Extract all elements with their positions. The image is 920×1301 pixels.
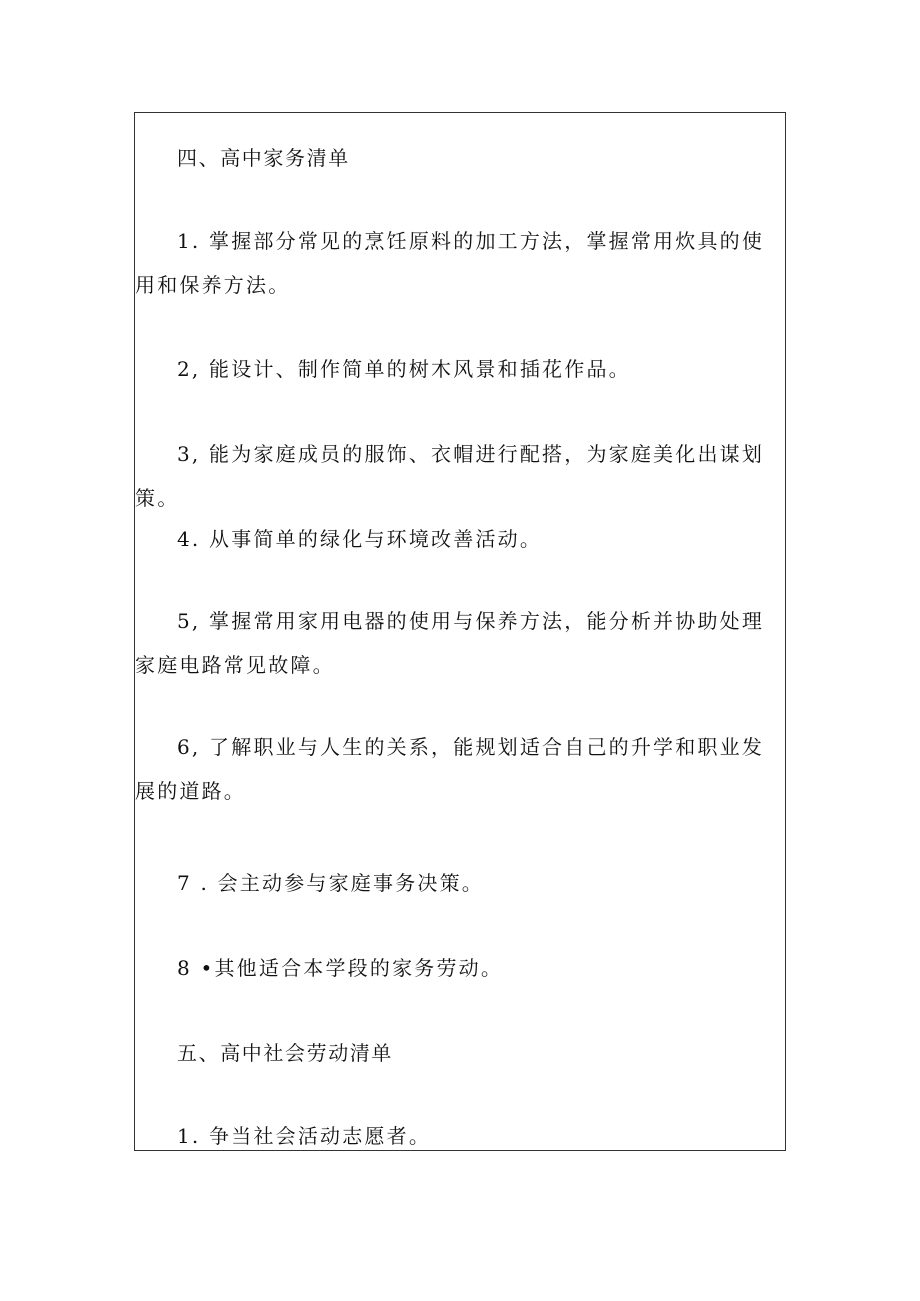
paragraph-item-2: 2, 能设计、制作简单的树木风景和插花作品。: [177, 357, 631, 381]
paragraph-item-8: 8 •其他适合本学段的家务劳动。: [177, 956, 504, 980]
paragraph-item-7: 7 . 会主动参与家庭事务决策。: [177, 871, 484, 895]
section-heading-social: 五、高中社会劳动清单: [177, 1041, 393, 1065]
content-frame: [134, 112, 786, 1151]
paragraph-item-4: 4. 从事简单的绿化与环境改善活动。: [177, 527, 543, 551]
paragraph-item-6: 6, 了解职业与人生的关系，能规划适合自己的升学和职业发展的道路。: [135, 735, 765, 803]
paragraph-item-1: 1. 掌握部分常见的烹饪原料的加工方法，掌握常用炊具的使用和保养方法。: [135, 229, 765, 297]
paragraph-item-5: 5, 掌握常用家用电器的使用与保养方法，能分析并协助处理家庭电路常见故障。: [135, 609, 765, 677]
paragraph-item-3: 3, 能为家庭成员的服饰、衣帽进行配搭，为家庭美化出谋划策。: [135, 442, 765, 510]
section-heading-household: 四、高中家务清单: [177, 146, 350, 170]
paragraph-social-item-1: 1. 争当社会活动志愿者。: [177, 1124, 432, 1148]
